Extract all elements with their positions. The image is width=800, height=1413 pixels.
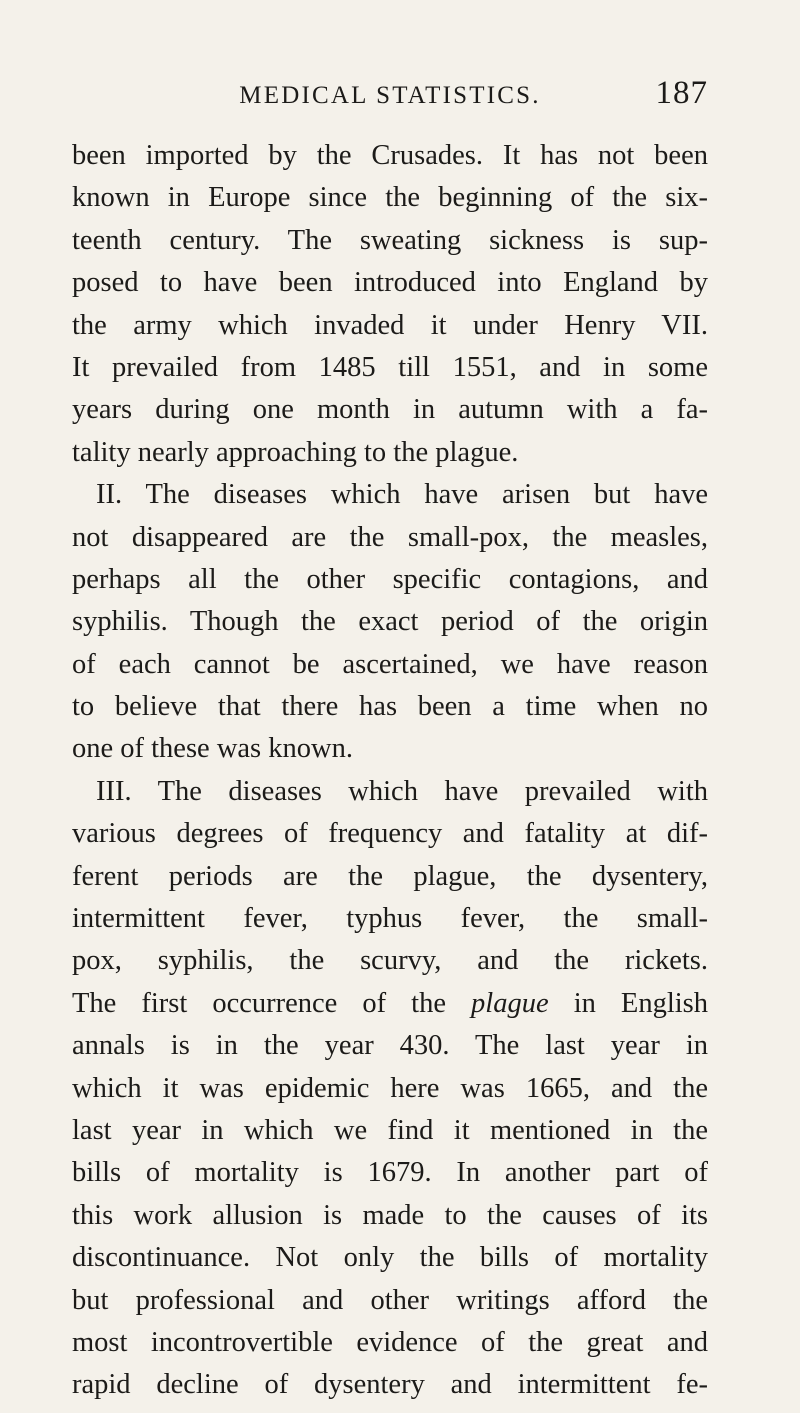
running-title: MEDICAL STATISTICS.	[239, 82, 541, 109]
text-line: but professional and other writings afford the	[72, 1284, 708, 1316]
text-segment: The first occurrence of the	[72, 987, 446, 1019]
text-line: discontinuance. Not only the bills of mortality	[72, 1242, 708, 1274]
text-line: not disappeared are the small-pox, the measles,	[72, 521, 708, 553]
text-line: years during one month in autumn with a fa-	[72, 394, 708, 426]
text-line: various degrees of frequency and fatality at dif-	[72, 818, 708, 850]
text-line: It prevailed from 1485 till 1551, and in some	[72, 351, 708, 383]
text-line: this work allusion is made to the causes of its	[72, 1199, 708, 1231]
text-line: which it was epidemic here was 1665, and the	[72, 1072, 708, 1104]
text-line: intermittent fever, typhus fever, the small-	[72, 903, 708, 935]
text-line: last year in which we find it mentioned in the	[72, 1114, 708, 1146]
text-line: II. The diseases which have arisen but have	[96, 479, 708, 511]
text-line: teenth century. The sweating sickness is sup-	[72, 224, 708, 256]
text-line: most incontrovertible evidence of the great and	[72, 1326, 708, 1358]
italic-term-plague: plague	[471, 987, 549, 1019]
text-line: tality nearly approaching to the plague.	[72, 436, 519, 468]
text-line: bills of mortality is 1679. In another part of	[72, 1157, 708, 1189]
running-head	[72, 75, 708, 115]
text-line: of each cannot be ascertained, we have reason	[72, 648, 708, 680]
text-line: syphilis. Though the exact period of the origin	[72, 606, 708, 638]
text-line: III. The diseases which have prevailed with	[96, 775, 708, 807]
text-segment: in English	[573, 987, 708, 1019]
text-line: pox, syphilis, the scurvy, and the rickets.	[72, 945, 708, 977]
text-line: rapid decline of dysentery and intermittent fe-	[72, 1369, 708, 1401]
text-line: annals is in the year 430. The last year in	[72, 1030, 708, 1062]
text-line: known in Europe since the beginning of the six-	[72, 182, 708, 214]
page-number: 187	[655, 75, 708, 111]
text-line: ferent periods are the plague, the dysentery,	[72, 860, 708, 892]
text-line-with-italic	[72, 983, 708, 1025]
text-line: one of these was known.	[72, 733, 353, 765]
body-text	[72, 135, 708, 1407]
text-line: perhaps all the other specific contagions, and	[72, 563, 708, 595]
text-line: posed to have been introduced into England by	[72, 267, 708, 299]
text-line: to believe that there has been a time when no	[72, 691, 708, 723]
text-line: the army which invaded it under Henry VII.	[72, 309, 708, 341]
text-line: been imported by the Crusades. It has not been	[72, 140, 708, 171]
